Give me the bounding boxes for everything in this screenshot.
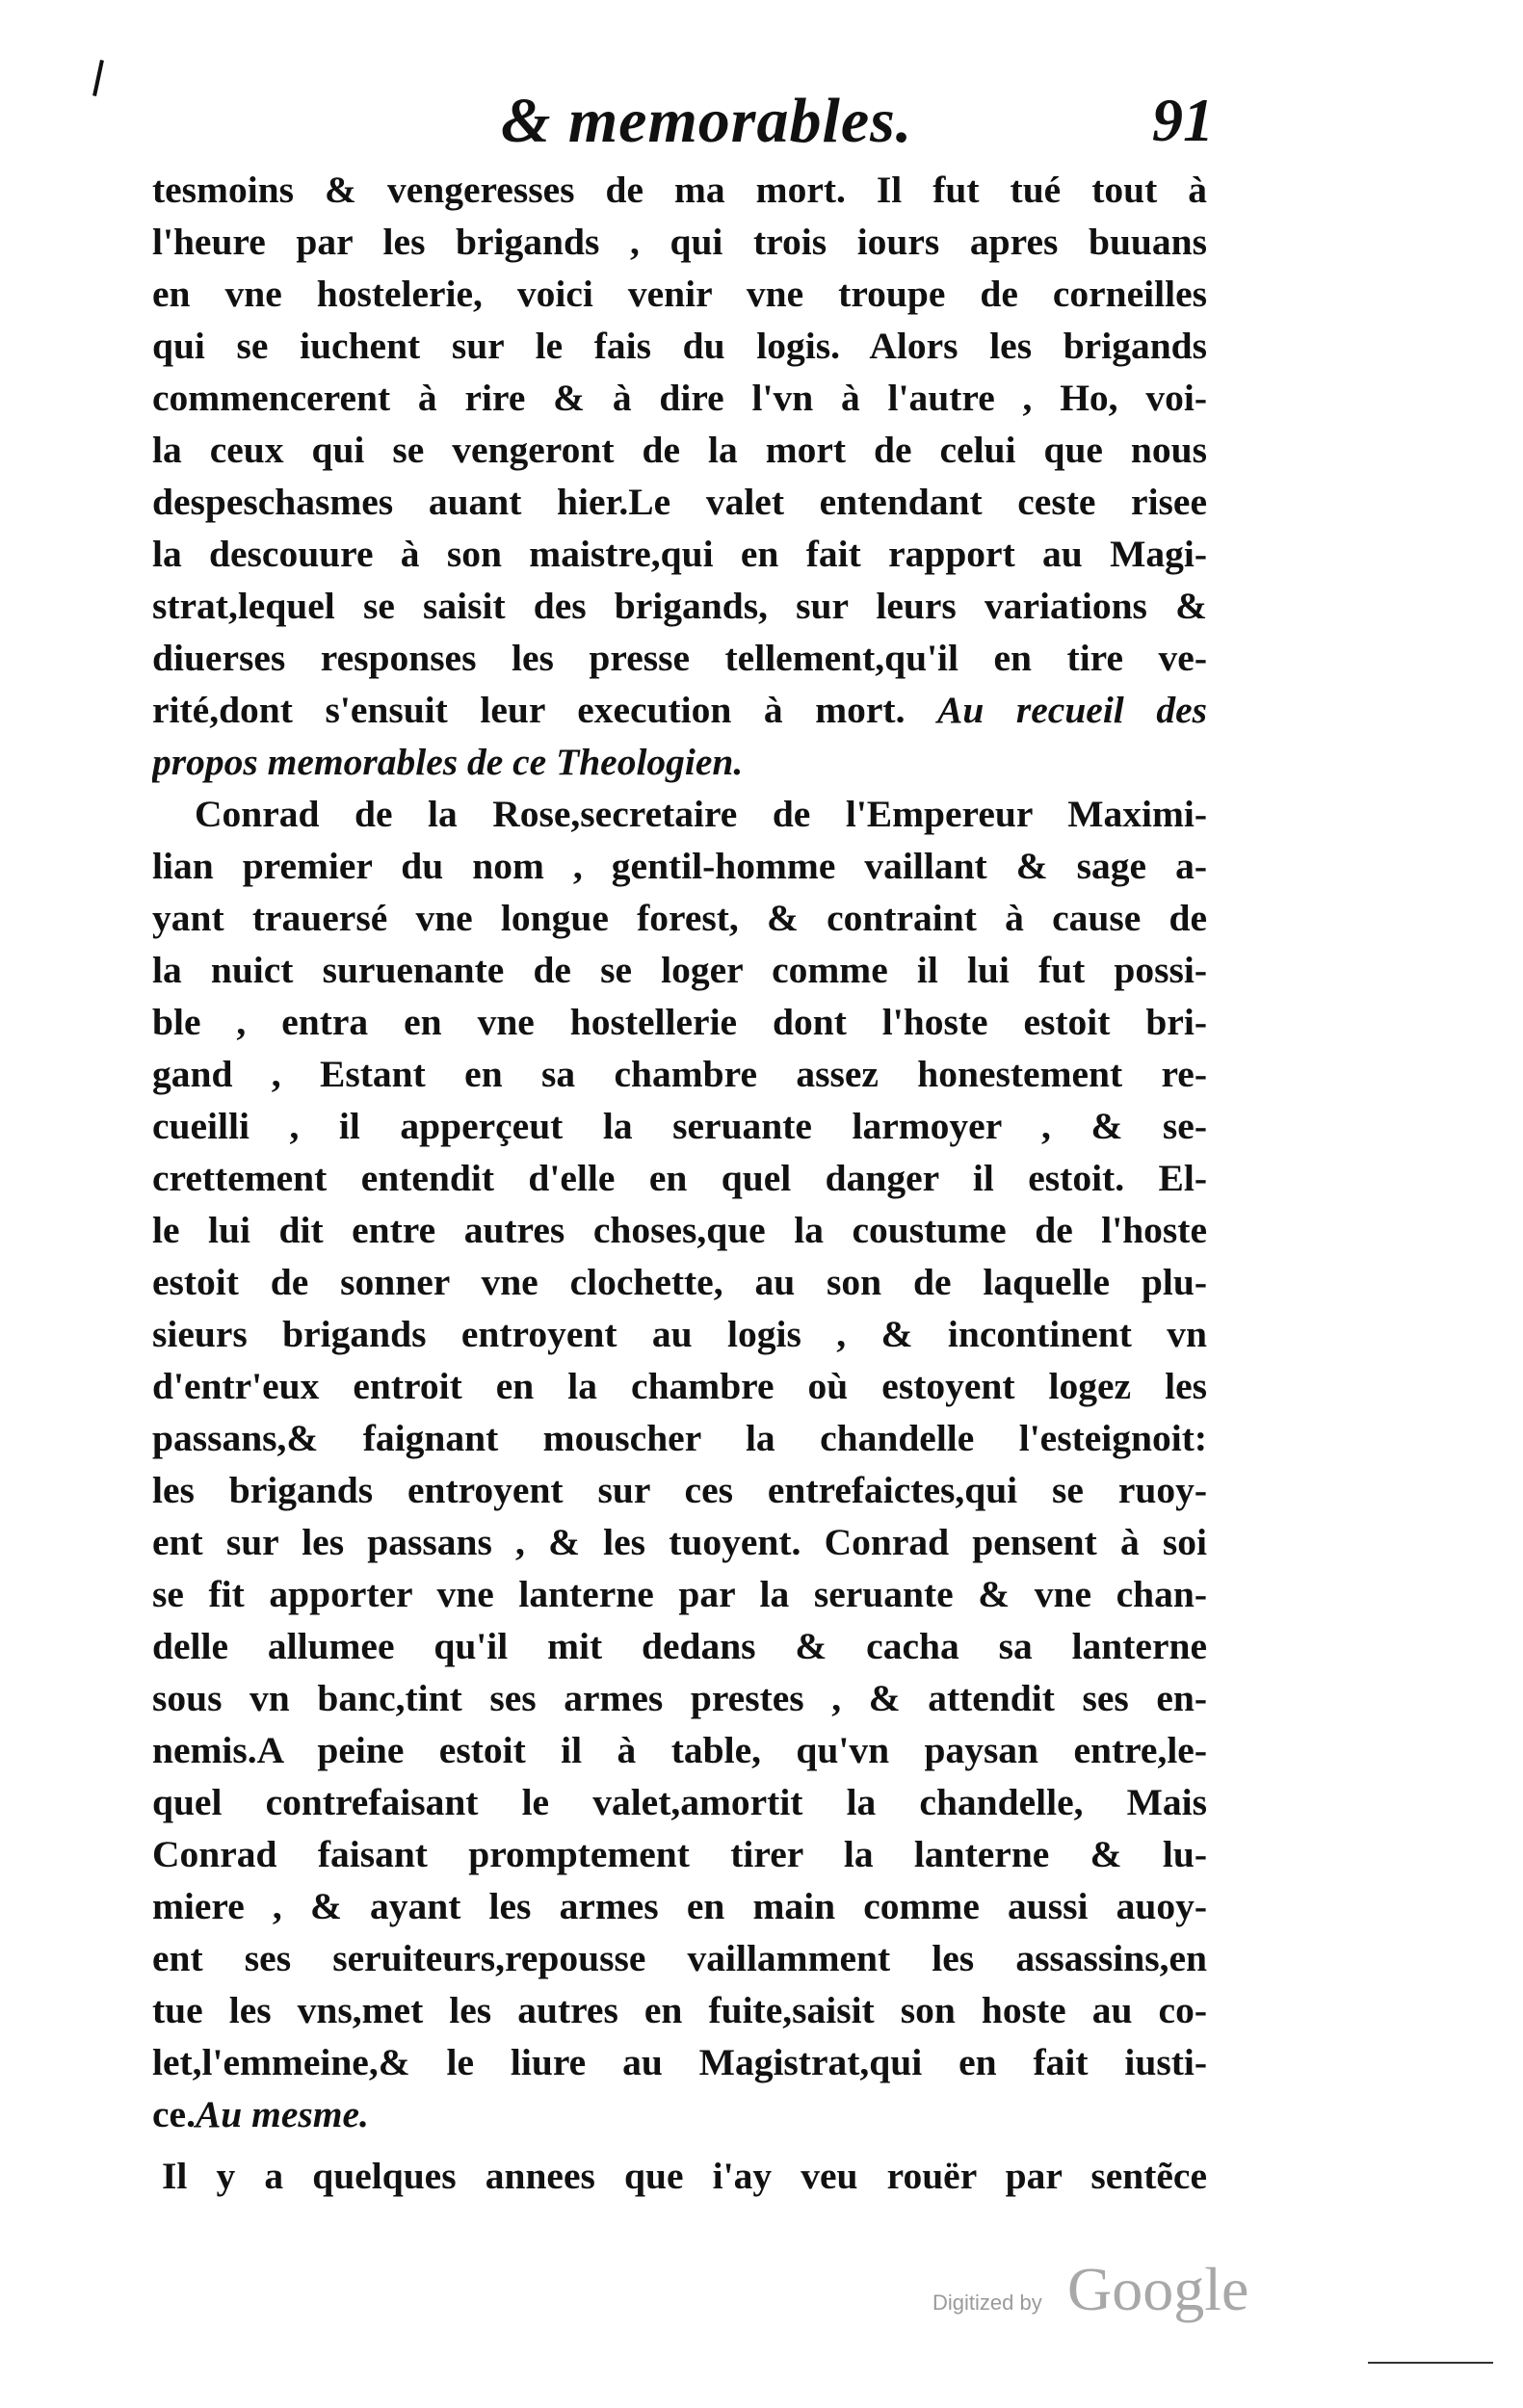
citation: Au recueil des (937, 689, 1207, 731)
paragraph-1 (152, 164, 1207, 788)
text-line: diuerses responses les presse tellement,qu'il en tire ve- (152, 637, 1207, 679)
text-line: Conrad faisant promptement tirer la lanterne & lu- (152, 1833, 1207, 1875)
text-line: les brigands entroyent sur ces entrefaictes,qui se ruoy- (152, 1469, 1207, 1511)
text-line: commencerent à rire & à dire l'vn à l'autre , Ho, voi- (152, 377, 1207, 419)
page-number: 91 (1152, 86, 1214, 154)
text-line: la ceux qui se vengeront de la mort de celui que nous (152, 429, 1207, 471)
text-line: despeschasmes auant hier.Le valet entendant ceste risee (152, 481, 1207, 523)
text-line: la descouure à son maistre,qui en fait rapport au Magi- (152, 533, 1207, 575)
text-line: ent ses seruiteurs,repousse vaillamment les assassins,en (152, 1937, 1207, 1979)
text-line: en vne hostelerie, voici venir vne troupe de corneilles (152, 273, 1207, 315)
text-line: delle allumee qu'il mit dedans & cacha sa lanterne (152, 1625, 1207, 1667)
text-line: estoit de sonner vne clochette, au son de laquelle plu- (152, 1261, 1207, 1303)
text-line: nemis.A peine estoit il à table, qu'vn paysan entre,le- (152, 1729, 1207, 1771)
text-line: cueilli , il apperçeut la seruante larmoyer , & se- (152, 1105, 1207, 1147)
citation-line: propos memorables de ce Theologien. (152, 741, 744, 783)
text-line: la nuict suruenante de se loger comme il lui fut possi- (152, 949, 1207, 991)
text-line: se fit apporter vne lanterne par la seruante & vne chan- (152, 1573, 1207, 1615)
digitized-by-label: Digitized by (932, 2290, 1042, 2315)
text-line: yant trauersé vne longue forest, & contraint à cause de (152, 897, 1207, 939)
paragraph-2 (152, 788, 1207, 2140)
text-line: quel contrefaisant le valet,amortit la chandelle, Mais (152, 1781, 1207, 1823)
page-header (154, 85, 1214, 171)
text-line: d'entr'eux entroit en la chambre où estoyent logez les (152, 1365, 1207, 1407)
text-line: le lui dit entre autres choses,que la coustume de l'hoste (152, 1209, 1207, 1251)
text-line: ble , entra en vne hostellerie dont l'hoste estoit bri- (152, 1001, 1207, 1043)
bottom-rule (1368, 2362, 1493, 2364)
text-line: miere , & ayant les armes en main comme aussi auoy- (152, 1885, 1207, 1927)
text-line: tesmoins & vengeresses de ma mort. Il fut tué tout à (152, 169, 1207, 211)
text-line (152, 684, 1207, 736)
google-watermark (932, 2254, 1250, 2321)
text-line: gand , Estant en sa chambre assez honestement re- (152, 1053, 1207, 1095)
citation: Au mesme. (195, 2093, 369, 2135)
text-segment: rité,dont s'ensuit leur execution à mort. (152, 689, 906, 731)
text-line: l'heure par les brigands , qui trois iours apres buuans (152, 221, 1207, 263)
text-line: ent sur les passans , & les tuoyent. Conrad pensent à soi (152, 1521, 1207, 1563)
text-line: let,l'emmeine,& le liure au Magistrat,qui en fait iusti- (152, 2041, 1207, 2083)
text-line: passans,& faignant mouscher la chandelle l'esteignoit: (152, 1417, 1207, 1459)
text-line: lian premier du nom , gentil-homme vaillant & sage a- (152, 845, 1207, 887)
text-line: strat,lequel se saisit des brigands, sur leurs variations & (152, 585, 1207, 627)
text-line: sieurs brigands entroyent au logis , & incontinent vn (152, 1313, 1207, 1355)
paragraph-3 (152, 2150, 1207, 2202)
text-line (152, 2088, 1207, 2140)
margin-mark (92, 60, 104, 96)
text-line: qui se iuchent sur le fais du logis. Alors les brigands (152, 325, 1207, 367)
google-logo-text: Google (1067, 2255, 1249, 2323)
text-line: sous vn banc,tint ses armes prestes , & attendit ses en- (152, 1677, 1207, 1719)
running-title: & memorables. (501, 86, 913, 156)
text-line: Conrad de la Rose,secretaire de l'Empereur Maximi- (195, 793, 1207, 835)
text-line: Il y a quelques annees que i'ay veu rouër par sentẽce (162, 2155, 1207, 2197)
text-line: tue les vns,met les autres en fuite,saisit son hoste au co- (152, 1989, 1207, 2031)
text-line: crettement entendit d'elle en quel danger il estoit. El- (152, 1157, 1207, 1199)
body-text (152, 164, 1207, 2202)
text-segment: ce. (152, 2093, 196, 2135)
